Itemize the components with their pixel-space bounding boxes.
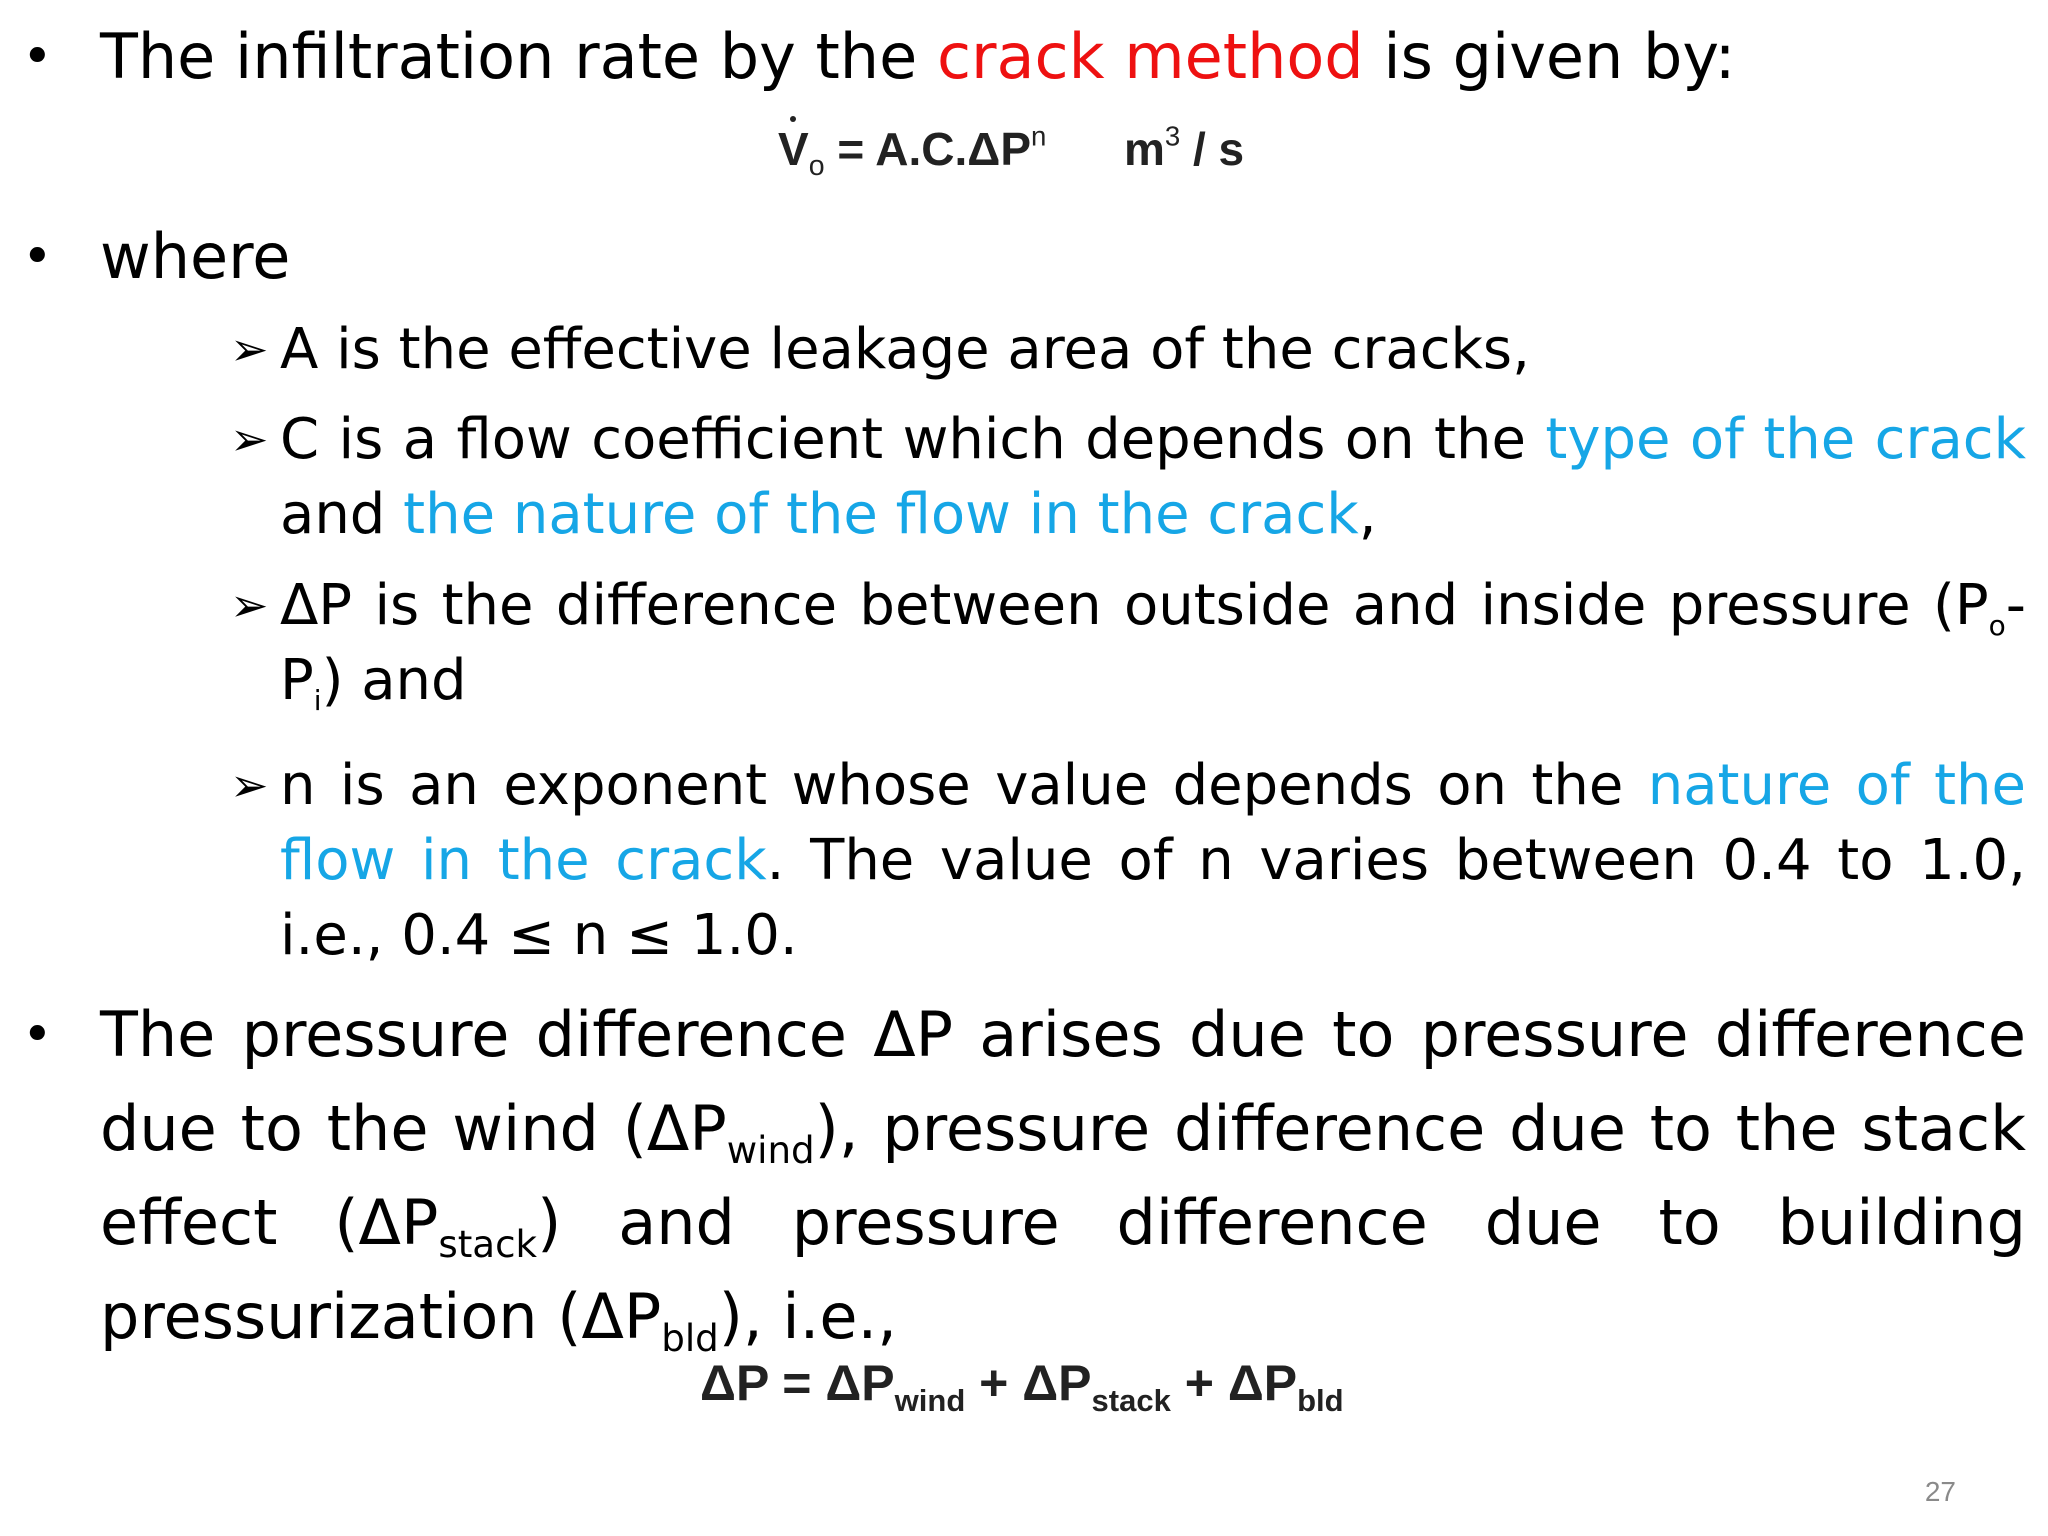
subitem-delta-p: ➢ ΔP is the difference between outside and inside pressure (Po-Pi) and	[230, 568, 2026, 718]
highlight-nature-of-flow: the nature of the flow in the crack	[403, 482, 1359, 547]
bullet-infiltration-rate	[22, 10, 2026, 104]
highlight-crack-method: crack method	[936, 20, 1364, 93]
formula-infiltration-rate: $V_o = A.C.\Delta P^n$ $m^3$ / s	[778, 120, 1245, 182]
bullet-text: The infiltration rate by the crack method is given by:	[100, 20, 1736, 93]
bullet-icon: •	[22, 1005, 53, 1065]
highlight-type-of-crack: type of the crack	[1545, 407, 2027, 472]
bullet-icon: •	[22, 227, 53, 287]
bullet-icon: •	[22, 27, 53, 87]
arrow-bullet-icon: ➢	[230, 758, 269, 812]
arrow-bullet-icon: ➢	[230, 412, 269, 466]
subitem-c: ➢ C is a flow coefficient which depends on the type of the crack and the nature of the flow in the crack,	[230, 402, 2026, 552]
page-number: 27	[1924, 1476, 1956, 1507]
highlight-nature-of-flow: nature of the flow in the crack	[280, 753, 2026, 893]
arrow-bullet-icon: ➢	[230, 578, 269, 632]
subitem-n: ➢ n is an exponent whose value depends on the nature of the flow in the crack. The value of n varies between 0.4 to 1.0, i.e., 0.4 ≤ n ≤ 1.0.	[230, 748, 2026, 973]
bullet-pressure-difference: • The pressure difference ΔP arises due to pressure difference due to the wind $(\Delta P_{wind})$, pressure difference due to the stack effect $(\Delta P_{stack})$ and pressure difference due to building pressurization $(\Delta P_{bld})$, i.e.,	[22, 988, 2026, 1364]
subitem-a: ➢ A is the effective leakage area of the cracks,	[230, 312, 2026, 387]
bullet-text: where	[100, 220, 291, 293]
arrow-bullet-icon: ➢	[230, 322, 269, 376]
bullet-where	[22, 210, 2026, 304]
formula-pressure-sum: $\Delta P = \Delta P_{wind} + \Delta P_{stack} + \Delta P_{bld}$	[700, 1355, 1344, 1418]
